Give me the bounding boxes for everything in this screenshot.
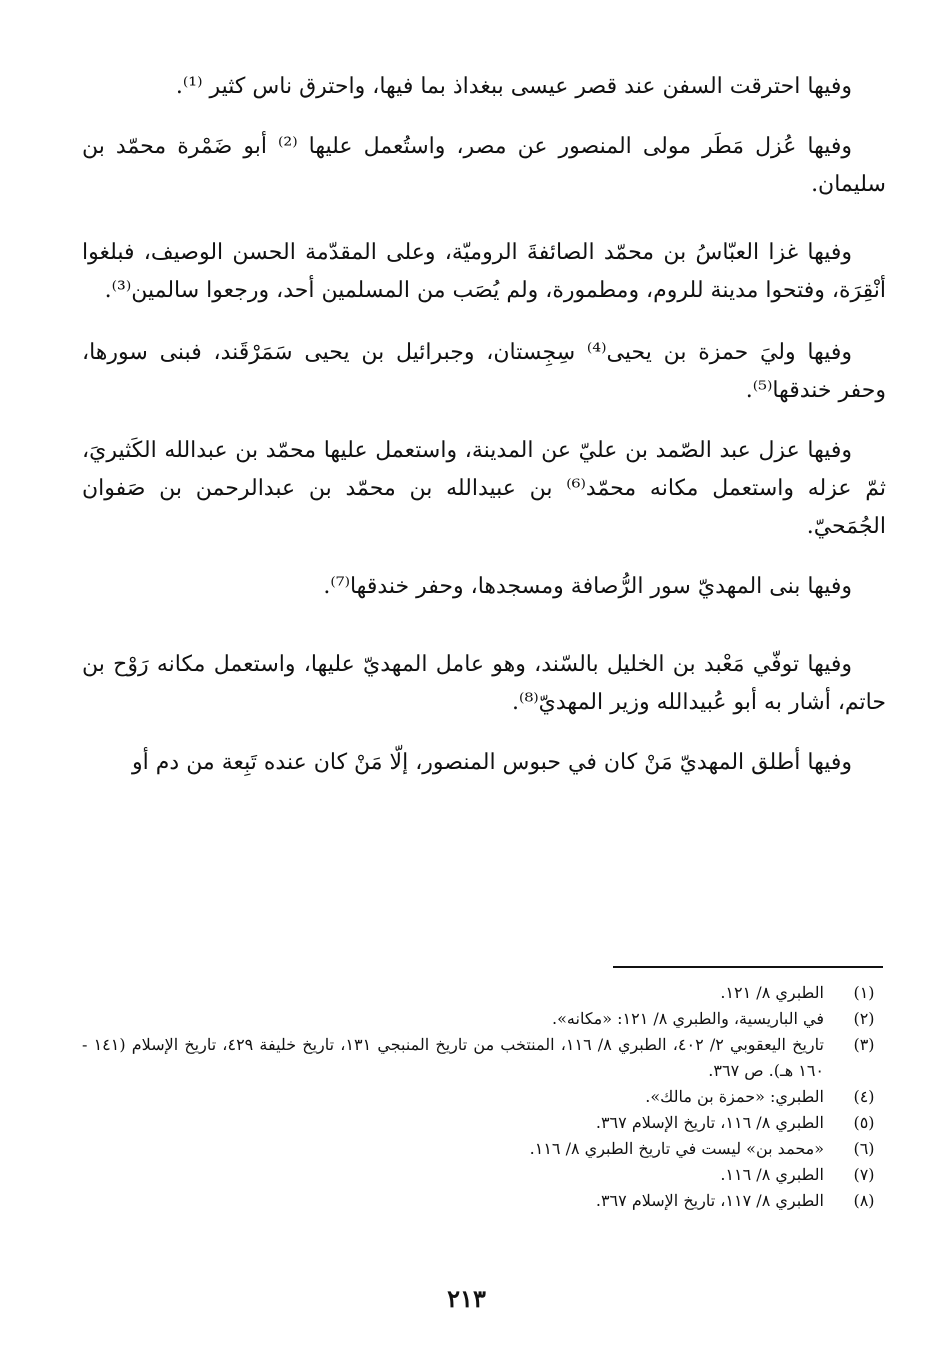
- footnotes: [82, 980, 886, 1214]
- footnote-text: تاريخ اليعقوبي ٢/ ٤٠٢، الطبري ٨/ ١١٦، المنتخب من تاريخ المنبجي ١٣١، تاريخ خليفة ٤٢٩، تاريخ الإسلام (١٤١ - ١٦٠ هـ). ص ٣٦٧.: [82, 1035, 824, 1080]
- footnote-6: [82, 1136, 886, 1162]
- main-text: [82, 68, 886, 804]
- paragraph-4: وفيها وليَ حمزة بن يحيى⁽⁴⁾ سِجِستان، وجبرائيل بن يحيى سَمَرْقَند، فبنى سورها، وحفر خندقها⁽⁵⁾.: [82, 340, 886, 403]
- footnote-text: «محمد بن» ليست في تاريخ الطبري ٨/ ١١٦.: [529, 1139, 824, 1158]
- footnote-1: [82, 980, 886, 1006]
- footnote-number: (٢): [853, 1009, 875, 1028]
- footnote-3: [82, 1032, 886, 1084]
- footnote-text: الطبري ٨/ ١١٦، تاريخ الإسلام ٣٦٧.: [595, 1113, 824, 1132]
- paragraph-1: وفيها احترقت السفن عند قصر عيسى ببغداذ بما فيها، واحترق ناس كثير ⁽¹⁾.: [175, 74, 852, 99]
- footnote-separator: [613, 966, 883, 968]
- footnote-8: [82, 1188, 886, 1214]
- footnote-number: (١): [853, 983, 875, 1002]
- footnote-number: (٣): [853, 1035, 875, 1054]
- footnote-number: (٥): [853, 1113, 875, 1132]
- footnote-text: الطبري ٨/ ١١٧، تاريخ الإسلام ٣٦٧.: [595, 1191, 824, 1210]
- footnote-text: الطبري: «حمزة بن مالك».: [645, 1087, 824, 1106]
- footnote-text: الطبري ٨/ ١١٦.: [720, 1165, 824, 1184]
- footnote-number: (٤): [853, 1087, 875, 1106]
- footnote-text: في الباريسية، والطبري ٨/ ١٢١: «مكانه».: [552, 1009, 824, 1028]
- footnote-5: [82, 1110, 886, 1136]
- paragraph-5: وفيها عزل عبد الصّمد بن عليّ عن المدينة، واستعمل عليها محمّد بن عبدالله الكَثيريَ، ثمّ عزله واستعمل مكانه محمّد⁽⁶⁾ بن عبيدالله بن محمّد بن عبدالرحمن بن صَفوان الجُمَحيّ.: [82, 438, 886, 539]
- paragraph-6: وفيها بنى المهديّ سور الرُّصافة ومسجدها، وحفر خندقها⁽⁷⁾.: [323, 574, 852, 599]
- footnote-4: [82, 1084, 886, 1110]
- footnote-7: [82, 1162, 886, 1188]
- paragraph-7: وفيها توفّي مَعْبد بن الخليل بالسّند، وهو عامل المهديّ عليها، واستعمل مكانه رَوْح بن حاتم، أشار به أبو عُبيدالله وزير المهديّ⁽⁸⁾.: [82, 652, 886, 715]
- footnote-2: [82, 1006, 886, 1032]
- paragraph-2: وفيها عُزل مَطَر مولى المنصور عن مصر، واستُعمل عليها ⁽²⁾ أبو ضَمْرة محمّد بن سليمان.: [82, 134, 886, 197]
- footnote-number: (٧): [853, 1165, 875, 1184]
- paragraph-8: وفيها أطلق المهديّ مَنْ كان في حبوس المنصور، إلّا مَنْ كان عنده تَبِعة من دم أو: [132, 750, 852, 775]
- paragraph-3: وفيها غزا العبّاسُ بن محمّد الصائفةَ الروميّة، وعلى المقدّمة الحسن الوصيف، فبلغوا أنْقِرَة، وفتحوا مدينة للروم، ومطمورة، ولم يُصَب من المسلمين أحد، ورجعوا سالمين⁽³⁾.: [82, 240, 886, 303]
- page-number: ٢١٣: [447, 1284, 486, 1313]
- footnote-number: (٨): [853, 1191, 875, 1210]
- footnote-number: (٦): [853, 1139, 875, 1158]
- footnote-text: الطبري ٨/ ١٢١.: [720, 983, 824, 1002]
